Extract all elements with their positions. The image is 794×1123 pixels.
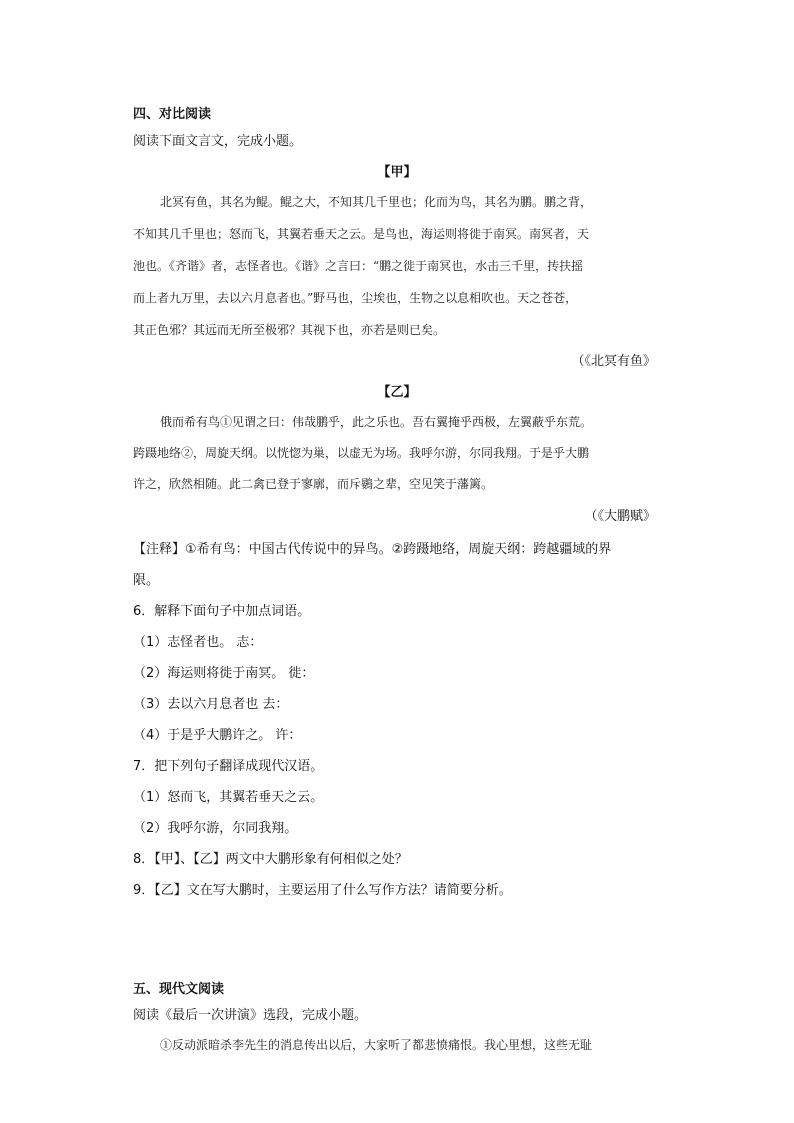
jia-source: （《北冥有鱼》 [571, 354, 656, 369]
question-7-2: （2）我呼尔游，尔同我翔。 [133, 821, 298, 836]
yi-line: 许之，欣然相随。此二禽已登于寥廓，而斥鷃之辈，空见笑于藩篱。 [133, 477, 494, 491]
section5-title: 五、现代文阅读 [133, 982, 225, 997]
jia-line: 池也。《齐谐》者，志怪者也。《谐》之言曰：“鹏之徙于南冥也，水击三千里，抟扶摇 [133, 259, 584, 273]
question-6: 6．解释下面句子中加点词语。 [133, 604, 311, 619]
question-6-2: （2）海运则将徙于南冥。 徙： [133, 666, 315, 681]
jia-label: 【甲】 [377, 165, 417, 180]
yi-label: 【乙】 [377, 385, 417, 400]
question-8: 8．【甲】、【乙】两文中大鹏形象有何相似之处？ [133, 852, 408, 867]
jia-line: 不知其几千里也；怒而飞，其翼若垂天之云。是鸟也，海运则将徙于南冥。南冥者，天 [133, 227, 590, 241]
note-line: 限。 [133, 573, 160, 588]
jia-line: 其正色邪？其远而无所至极邪？其视下也，亦若是则已矣。 [133, 323, 446, 337]
question-7-1: （1）怒而飞，其翼若垂天之云。 [133, 790, 324, 805]
section4-instruction: 阅读下面文言文，完成小题。 [133, 134, 303, 149]
section4-title: 四、对比阅读 [133, 107, 212, 122]
jia-line: 北冥有鱼，其名为鲲。鲲之大，不知其几千里也；化而为鸟，其名为鹏。鹏之背， [160, 195, 593, 209]
jia-line: 而上者九万里，去以六月息者也。”野马也，尘埃也，生物之以息相吹也。天之苍苍， [133, 291, 578, 305]
question-6-4: （4）于是乎大鹏许之。 许： [133, 728, 302, 743]
yi-line: 俄而希有鸟①见谓之曰：伟哉鹏乎，此之乐也。吾右翼掩乎西极，左翼蔽乎东荒。 [160, 415, 593, 429]
note-line: 【注释】①希有鸟：中国古代传说中的异鸟。②跨蹑地络，周旋天纲：跨越疆域的界 [133, 542, 612, 557]
question-9: 9．【乙】文在写大鹏时，主要运用了什么写作方法？请简要分析。 [133, 883, 512, 898]
yi-line: 跨蹑地络②，周旋天纲。以恍惚为巢，以虚无为场。我呼尔游，尔同我翔。于是乎大鹏 [133, 446, 590, 460]
question-6-3: （3）去以六月息者也 去： [133, 697, 289, 712]
section5-instruction: 阅读《最后一次讲演》选段，完成小题。 [133, 1008, 368, 1023]
question-7: 7．把下列句子翻译成现代汉语。 [133, 759, 324, 774]
question-6-1: （1）志怪者也。 志： [133, 635, 263, 650]
section5-first-line: ①反动派暗杀李先生的消息传出以后，大家听了都悲愤痛恨。我心里想，这些无耻 [160, 1038, 593, 1052]
yi-source: （《大鹏赋》 [584, 509, 656, 524]
